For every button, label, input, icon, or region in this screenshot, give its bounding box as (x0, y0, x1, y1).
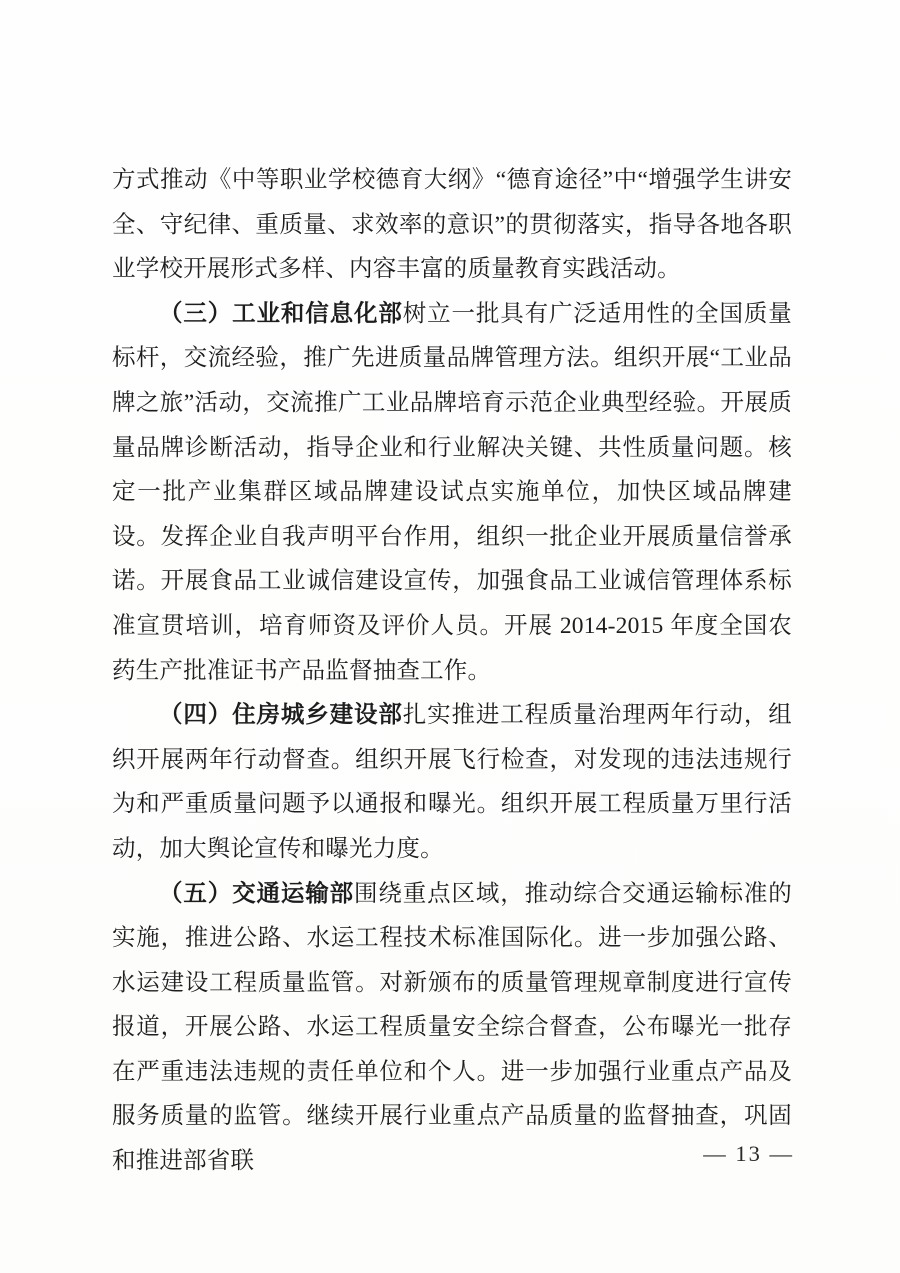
paragraph-text: 扎实推进工程质量治理两年行动，组织开展两年行动督查。组织开展飞行检查，对发现的违法违规行为和严重质量问题予以通报和曝光。组织开展工程质量万里行活动，加大舆论宣传和曝光力度。 (112, 702, 792, 862)
paragraph-continuation (112, 158, 792, 292)
paragraph-text: 方式推动《中等职业学校德育大纲》“德育途径”中“增强学生讲安全、守纪律、重质量、求效率的意识”的贯彻落实，指导各地各职业学校开展形式多样、内容丰富的质量教育实践活动。 (112, 167, 792, 283)
paragraph-section-5 (112, 872, 792, 1184)
body-text (112, 158, 792, 1184)
page-number: — 13 — (703, 1141, 794, 1166)
paragraph-lead: （五）交通运输部 (159, 880, 354, 907)
paragraph-lead: （三）工业和信息化部 (159, 300, 403, 327)
paragraph-lead: （四）住房城乡建设部 (159, 702, 403, 729)
paragraph-section-3 (112, 292, 792, 693)
paragraph-section-4 (112, 693, 792, 871)
paragraph-text: 树立一批具有广泛适用性的全国质量标杆，交流经验，推广先进质量品牌管理方法。组织开展“工业品牌之旅”活动，交流推广工业品牌培育示范企业典型经验。开展质量品牌诊断活动，指导企业和行业解决关键、共性质量问题。核定一批产业集群区域品牌建设试点实施单位，加快区域品牌建设。发挥企业自我声明平台作用，组织一批企业开展质量信誉承诺。开展食品工业诚信建设宣传，加强食品工业诚信管理体系标准宣贯培训，培育师资及评价人员。开展 2014-2015 年度全国农药生产批准证书产品监督抽查工作。 (112, 300, 792, 684)
paragraph-text: 围绕重点区域，推动综合交通运输标准的实施，推进公路、水运工程技术标准国际化。进一步加强公路、水运建设工程质量监管。对新颁布的质量管理规章制度进行宣传报道，开展公路、水运工程质量安全综合督查，公布曝光一批存在严重违法违规的责任单位和个人。进一步加强行业重点产品及服务质量的监管。继续开展行业重点产品质量的监督抽查，巩固和推进部省联 (112, 880, 792, 1175)
